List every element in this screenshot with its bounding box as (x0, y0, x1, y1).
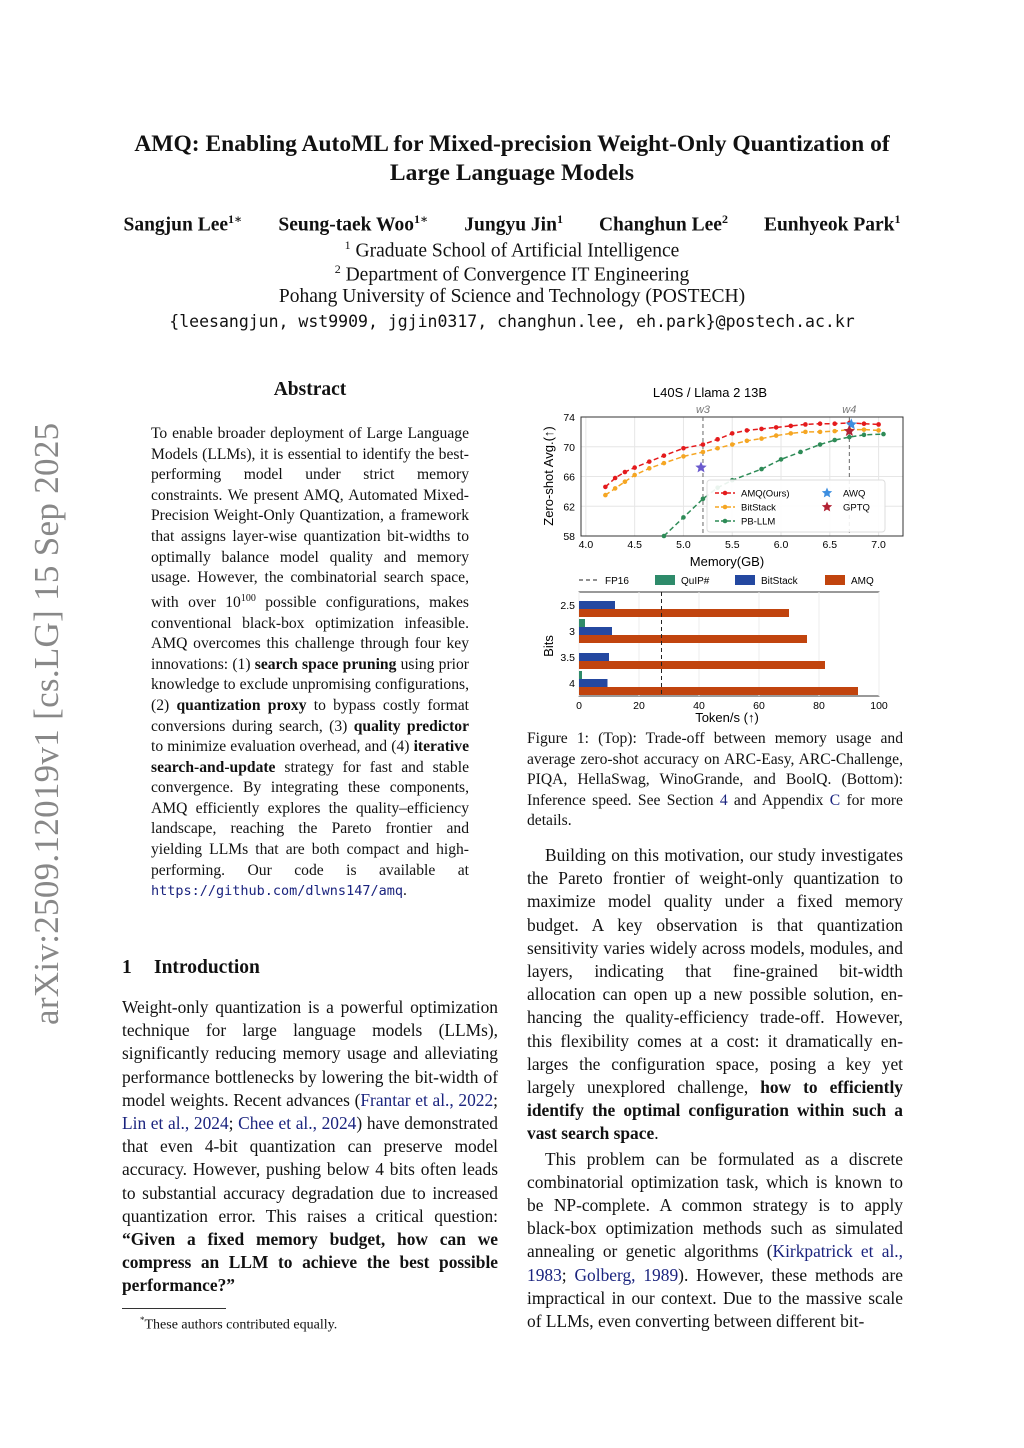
legend-label: QuIP# (681, 576, 710, 587)
baseline-point-awq (846, 418, 857, 429)
author-emails: {leesangjun, wst9909, jgjin0317, changhun.lee, eh.park}@postech.ac.kr (169, 312, 855, 331)
data-point (730, 431, 735, 436)
x-tick-label: 4.5 (627, 539, 642, 551)
paragraph: Building on this motivation, our study investigates the Pareto frontier of weight-only quantization to maximize model quality under a fixed memory budget. A key observation is that quantization sensitivity varies widely across models, modules, and layers, indicating that fine-grained bit-width allocation can open up a new possible solution, enhancing the quality-efficiency trade-off. However, this flexibility comes at a cost: it dramatically enlarges the configuration space, posing a key yet largely unexplored challenge, how to efficiently identify the optimal configuration within such a vast search space. (527, 845, 903, 1144)
author: Seung-taek Woo$^{1∗}$ (278, 212, 429, 236)
data-point (632, 473, 637, 478)
citation-link[interactable]: Frantar et al., 2022 (360, 1089, 494, 1110)
data-point (701, 450, 706, 455)
data-point (862, 421, 867, 426)
data-point (788, 431, 793, 436)
data-point (779, 457, 784, 462)
data-point (730, 442, 735, 447)
right-column-text (527, 844, 903, 1333)
x-tick-label: 0 (576, 700, 582, 712)
x-tick-label: 60 (753, 700, 765, 712)
legend-label: AMQ(Ours) (741, 488, 790, 500)
bar-quip (579, 671, 582, 679)
affiliation-2: $^2$ Department of Convergence IT Engineering (334, 262, 690, 286)
data-point (603, 493, 608, 498)
data-point (681, 454, 686, 459)
legend-label: AWQ (843, 488, 866, 500)
x-tick-label: 7.0 (871, 539, 886, 551)
data-point (759, 436, 764, 441)
data-point (862, 427, 867, 432)
y-axis-label: Zero-shot Avg.(↑) (541, 426, 556, 526)
data-point (862, 433, 867, 438)
data-point (701, 442, 706, 447)
y-tick-label: 58 (563, 531, 575, 543)
footnote-rule (122, 1308, 226, 1309)
citation-link[interactable]: Golberg, 1989 (574, 1264, 679, 1285)
y-tick-label: 3 (569, 626, 575, 638)
figure-1-line-chart (527, 380, 907, 570)
legend-swatch (655, 575, 675, 585)
data-point (759, 427, 764, 432)
author: Changhun Lee$^2$ (598, 212, 728, 236)
y-tick-label: 70 (563, 441, 575, 454)
data-point (623, 470, 628, 475)
paragraph: This problem can be formulated as a discrete combinatorial optimization task, which is known to be NP-complete. A common strategy is to apply black-box optimization methods such as simulated annealing or genetic algorithms (Kirkpatrick et al., 1983; Golberg, 1989). However, these methods are impractical in our context. Due to the massive scale of LLMs, even converting between different bit- (527, 1148, 904, 1332)
bar-y-axis-label: Bits (541, 635, 556, 657)
citation-link[interactable]: Chee et al., 2024 (238, 1113, 357, 1134)
data-point (745, 439, 750, 444)
data-point (715, 437, 720, 442)
figure-1-bar-chart (527, 570, 907, 730)
arxiv-stamp: arXiv:2509.12019v1 [cs.LG] 15 Sep 2025 (27, 422, 66, 1025)
data-point (681, 515, 686, 520)
data-point (759, 467, 764, 472)
bar-bitstack (579, 653, 609, 661)
abstract-body: To enable broader deployment of Large Language Models (LLMs), it is essential to identify the best-performing model under strict memory constraints. We present AMQ, Automated Mixed-Precision Weight-Only Quantization, a framework that assigns layer-wise quantization bit-widths to optimally balance model quality and memory usage. However, the combinatorial search space, with over $10^{100}$ possible configurations, makes conventional black-box optimization infeasible. AMQ overcomes this challenge through four key innovations: (1) search space pruning using prior knowledge to exclude unpromising configurations, (2) quantization proxy to bypass costly format conversions during search, (3) quality predictor to minimize evaluation overhead, and (4) iterative search-and-update strategy for fast and stable convergence. By integrating these components, AMQ efficiently explores the quality–efficiency landscape, reaching the Pareto frontier and yielding LLMs that are both compact and high-performing. Our code is available at https://github.com/dlwns147/amq. (151, 425, 470, 900)
legend-swatch (825, 575, 845, 585)
data-point (715, 446, 720, 451)
author: Eunhyeok Park$^1$ (763, 212, 901, 236)
data-point (803, 422, 808, 427)
section-heading-introduction: 1 Introduction (122, 957, 260, 978)
bar-quip (579, 619, 585, 627)
bar-bitstack (579, 601, 615, 609)
legend-label: BitStack (761, 576, 798, 587)
data-point (662, 461, 667, 466)
x-tick-label: 5.5 (724, 539, 740, 551)
affiliation-3: Pohang University of Science and Technology (POSTECH) (278, 286, 746, 307)
bar-amq (579, 687, 858, 695)
bar-amq (579, 661, 825, 669)
data-point (818, 421, 823, 426)
chart-title: L40S / Llama 2 13B (652, 385, 768, 400)
data-point (701, 497, 706, 502)
bar-amq (579, 635, 807, 643)
data-point (847, 435, 852, 440)
data-point (647, 459, 652, 464)
x-tick-label: 5.0 (676, 539, 691, 551)
y-tick-label: 2.5 (560, 600, 575, 612)
code-link[interactable]: https://github.com/dlwns147/amq (151, 883, 403, 900)
data-point (832, 429, 837, 434)
y-tick-label: 66 (563, 471, 575, 484)
title-line-1: AMQ: Enabling AutoML for Mixed-precision Weight-Only Quantization of (134, 131, 890, 157)
abstract-heading: Abstract (273, 379, 347, 400)
series-line-amq-ours- (605, 423, 878, 487)
section-link[interactable]: 4 (719, 791, 728, 809)
data-point (623, 479, 628, 484)
data-point (603, 485, 608, 490)
bar-legend (579, 575, 874, 587)
intro-paragraph: Weight-only quantization is a powerful optimization technique for large language models (LLMs), significantly reducing memory usage and alleviating performance bottlenecks by lowering the bit-width of model weights. Recent advances (Frantar et al., 2022; Lin et al., 2024; Chee et al., 2024) have demonstrated that even 4-bit quantization can preserve model accuracy. However, pushing below 4 bits often leads to substantial accuracy degradation due to increased quantization error. This raises a critical question: “Given a fixed memory budget, how can we compress an LLM to achieve the best possible performance?” (122, 997, 499, 1296)
x-tick-label: 6.5 (822, 539, 838, 551)
data-point (774, 425, 779, 430)
data-point (881, 432, 886, 437)
data-point (681, 446, 686, 451)
bar-x-axis-label: Token/s (↑) (695, 710, 759, 725)
author: Sangjun Lee$^{1∗}$ (123, 212, 243, 236)
data-point (798, 450, 803, 455)
data-point (803, 430, 808, 435)
data-point (662, 453, 667, 458)
paper-title (100, 130, 924, 188)
y-tick-label: 3.5 (560, 652, 575, 664)
appendix-link[interactable]: C (829, 791, 841, 809)
footnote: *These authors contributed equally. (140, 1315, 338, 1333)
bar-plot-frame (579, 592, 879, 696)
affiliation-1: $^1$ Graduate School of Artificial Intelligence (344, 238, 680, 262)
data-point (876, 422, 881, 427)
legend-label: PB-LLM (741, 516, 776, 528)
memory-budget-label: w3 (695, 404, 711, 416)
bar-bitstack (579, 679, 608, 687)
legend-label: AMQ (851, 576, 874, 587)
data-point (745, 428, 750, 433)
author-list (60, 212, 964, 237)
title-line-2: Large Language Models (389, 160, 635, 186)
data-point (876, 428, 881, 433)
x-tick-label: 80 (813, 700, 825, 712)
legend-label: FP16 (605, 576, 629, 587)
citation-link[interactable]: Kirkpatrick et al., 1983 (527, 1241, 903, 1285)
x-tick-label: 100 (870, 700, 888, 712)
y-tick-label: 4 (569, 678, 575, 690)
bar-bitstack (579, 627, 612, 635)
x-tick-label: 20 (633, 700, 645, 712)
data-point (632, 465, 637, 470)
data-point (818, 442, 823, 447)
bar-grid (579, 592, 879, 696)
x-axis-label: Memory(GB) (689, 554, 765, 569)
x-tick-label: 40 (693, 700, 705, 712)
figure-1-caption: Figure 1: (Top): Trade-off between memory usage and average zero-shot accuracy on ARC-Easy, ARC-Challenge, PIQA, HellaSwag, WinoGrande, and BoolQ. (Bottom): Inference speed. See Section 4 and Appendix C for more details. (527, 730, 903, 830)
y-tick-label: 62 (563, 501, 575, 514)
bar-amq (579, 609, 789, 617)
data-point (613, 486, 618, 491)
legend-label: GPTQ (843, 502, 870, 514)
legend-marker (723, 505, 728, 510)
data-point (832, 438, 837, 443)
data-point (774, 433, 779, 438)
author: Jungyu Jin$^1$ (464, 212, 563, 236)
data-point (647, 466, 652, 471)
legend-marker (723, 491, 728, 496)
legend-swatch (735, 575, 755, 585)
bar-series (579, 592, 858, 696)
baseline-point-gptq (695, 462, 706, 473)
data-point (818, 430, 823, 435)
y-tick-label: 74 (563, 412, 575, 424)
x-tick-label: 4.0 (578, 539, 594, 551)
x-tick-label: 6.0 (773, 539, 789, 551)
citation-link[interactable]: Lin et al., 2024 (122, 1113, 229, 1134)
chart-legend (707, 480, 885, 532)
legend-marker (723, 519, 728, 524)
data-point (613, 476, 618, 481)
data-point (788, 424, 793, 429)
data-point (662, 534, 667, 539)
memory-budget-label: w4 (842, 404, 857, 416)
legend-label: BitStack (741, 502, 776, 514)
data-point (832, 421, 837, 426)
